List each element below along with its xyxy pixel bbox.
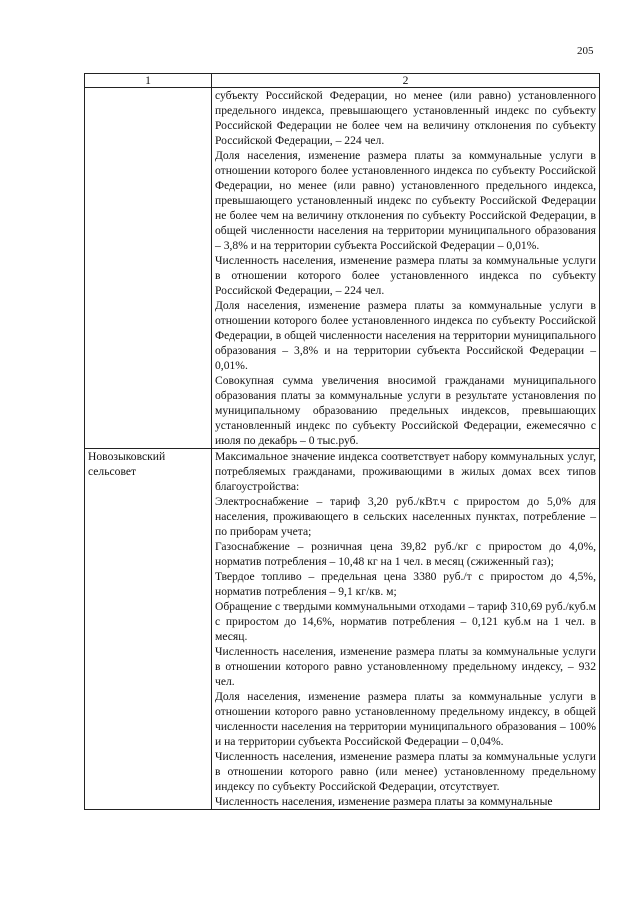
paragraph: Доля населения, изменение размера платы за коммунальные услуги в отношении которого равно установленному предельному индексу, в общей численности населения на территории муниципального образования – 100% и на территории субъекта Российской Федерации – 0,04%.	[215, 690, 596, 748]
paragraph: Газоснабжение – розничная цена 39,82 руб./кг с приростом до 4,0%, норматив потребления – 10,48 кг на 1 чел. в месяц (сжиженный газ);	[215, 540, 596, 568]
page-number: 205	[577, 45, 594, 57]
paragraph: Обращение с твердыми коммунальными отходами – тариф 310,69 руб./куб.м с приростом до 14,6%, норматив потребления – 0,121 куб.м на 1 чел. в месяц.	[215, 600, 596, 643]
paragraph: Электроснабжение – тариф 3,20 руб./кВт.ч с приростом до 5,0% для населения, проживающего в сельских населенных пунктах, потребление – по приборам учета;	[215, 495, 596, 538]
paragraph: Численность населения, изменение размера платы за коммунальные услуги в отношении которого более установленного индекса по субъекту Российской Федерации, – 224 чел.	[215, 254, 596, 297]
data-table	[84, 73, 600, 810]
paragraph: Численность населения, изменение размера платы за коммунальные услуги в отношении которого равно (или менее) установленному предельному индексу по субъекту Российской Федерации, отсутствует.	[215, 750, 596, 793]
paragraph: Доля населения, изменение размера платы за коммунальные услуги в отношении которого более установленного индекса по субъекту Российской Федерации, но менее (или равно) установленного предельного индекса, превышающего установленный индекс по субъекту Российской Федерации не более чем на величину отклонения по субъекту Российской Федерации, в общей численности населения на территории муниципального образования – 3,8% и на территории субъекта Российской Федерации – 0,01%.	[215, 149, 596, 252]
description-cell	[212, 449, 600, 810]
description-cell	[212, 88, 600, 449]
territory-cell: Новозыковский сельсовет	[85, 449, 212, 810]
paragraph: Совокупная сумма увеличения вносимой гражданами муниципального образования платы за коммунальные услуги в результате установления по муниципальному образованию предельных индексов, превышающих установленный индекс по субъекту Российской Федерации, ежемесячно с июля по декабрь – 0 тыс.руб.	[215, 374, 596, 447]
paragraph: Максимальное значение индекса соответствует набору коммунальных услуг, потребляемых гражданами, проживающими в жилых домах всех типов благоустройства:	[215, 450, 596, 493]
paragraph: Численность населения, изменение размера платы за коммунальные	[215, 795, 553, 808]
paragraph: Численность населения, изменение размера платы за коммунальные услуги в отношении которого равно установленному предельному индексу, – 932 чел.	[215, 645, 596, 688]
table-row	[85, 88, 600, 449]
column-header-1: 1	[85, 74, 212, 88]
territory-cell	[85, 88, 212, 449]
table-header-row	[85, 74, 600, 88]
paragraph: Доля населения, изменение размера платы за коммунальные услуги в отношении которого более установленного индекса по субъекту Российской Федерации, в общей численности населения на территории муниципального образования – 3,8% и на территории субъекта Российской Федерации – 0,01%.	[215, 299, 596, 372]
paragraph: Твердое топливо – предельная цена 3380 руб./т с приростом до 4,5%, норматив потребления – 9,1 кг/кв. м;	[215, 570, 596, 598]
paragraph: субъекту Российской Федерации, но менее (или равно) установленного предельного индекса, превышающего установленный индекс по субъекту Российской Федерации не более чем на величину отклонения по субъекту Российской Федерации, – 224 чел.	[215, 89, 596, 147]
table-row	[85, 449, 600, 810]
column-header-2: 2	[212, 74, 600, 88]
